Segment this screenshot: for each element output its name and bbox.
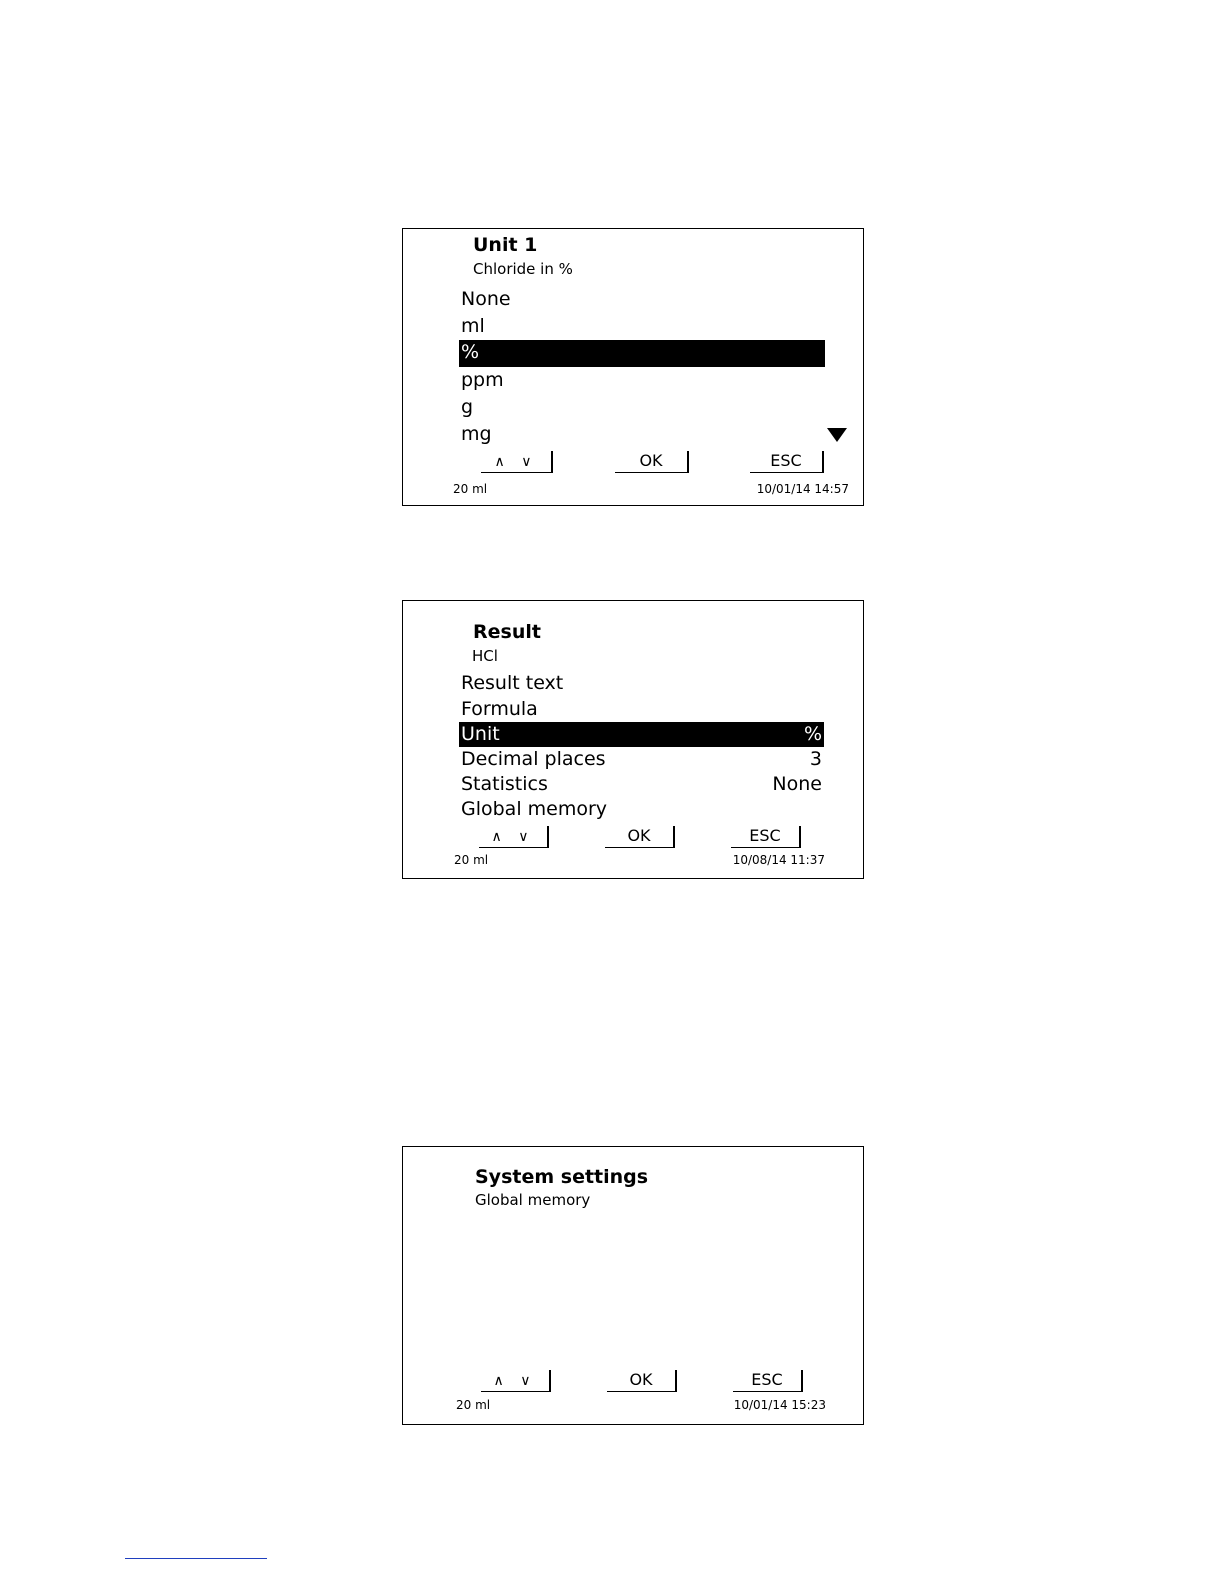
nav-up-down-button[interactable] [481, 451, 553, 473]
nav-up-down-button[interactable] [481, 1370, 551, 1392]
menu-item-unit[interactable] [459, 722, 824, 747]
menu-item-label: Formula [461, 698, 538, 720]
menu-item-statistics[interactable] [459, 772, 824, 797]
menu-item-decimal-places[interactable] [459, 747, 824, 772]
menu-item-label: Result text [461, 672, 564, 694]
list-item-g[interactable]: g [461, 396, 474, 418]
menu-item-label: Decimal places [461, 748, 606, 770]
screen-subtitle: Chloride in % [473, 260, 573, 278]
result-screen [402, 600, 864, 879]
datetime-status: 10/01/14 15:23 [733, 1398, 826, 1412]
menu-item-label: Global memory [461, 798, 608, 820]
volume-status: 20 ml [454, 853, 489, 867]
up-down-arrows-icon: ∧ ∨ [493, 1373, 537, 1389]
esc-button[interactable]: ESC [733, 1370, 803, 1392]
volume-status: 20 ml [456, 1398, 491, 1412]
volume-status: 20 ml [453, 482, 488, 496]
screen-title: Result [473, 621, 541, 643]
esc-button[interactable]: ESC [750, 451, 824, 473]
list-item-ppm[interactable]: ppm [461, 369, 504, 391]
nav-up-down-button[interactable] [479, 826, 549, 848]
menu-item-value: 3 [809, 748, 822, 770]
menu-item-label: Statistics [461, 773, 548, 795]
up-down-arrows-icon: ∧ ∨ [494, 454, 538, 470]
up-down-arrows-icon: ∧ ∨ [491, 829, 535, 845]
unit-selection-screen [402, 228, 864, 506]
screen-subtitle: HCl [472, 647, 498, 665]
list-item-percent[interactable]: % [459, 340, 825, 367]
esc-button[interactable]: ESC [731, 826, 801, 848]
list-item-ml[interactable]: ml [461, 315, 485, 337]
screen-title: Unit 1 [473, 234, 538, 256]
menu-item-formula[interactable] [459, 697, 824, 722]
system-settings-screen [402, 1146, 864, 1425]
datetime-status: 10/01/14 14:57 [756, 482, 849, 496]
footnote-separator [125, 1558, 267, 1559]
list-item-mg[interactable]: mg [461, 423, 492, 445]
list-item-none[interactable]: None [461, 288, 511, 310]
ok-button[interactable]: OK [607, 1370, 677, 1392]
ok-button[interactable]: OK [605, 826, 675, 848]
ok-button[interactable]: OK [615, 451, 689, 473]
menu-item-value: None [772, 773, 822, 795]
datetime-status: 10/08/14 11:37 [732, 853, 825, 867]
menu-item-global-memory[interactable] [459, 797, 824, 822]
screen-title: System settings [475, 1166, 649, 1188]
menu-item-label: Unit [461, 723, 500, 745]
menu-item-result-text[interactable] [459, 671, 824, 696]
screen-subtitle: Global memory [475, 1191, 591, 1209]
menu-item-value: % [803, 723, 822, 745]
scroll-down-icon[interactable] [827, 428, 847, 442]
